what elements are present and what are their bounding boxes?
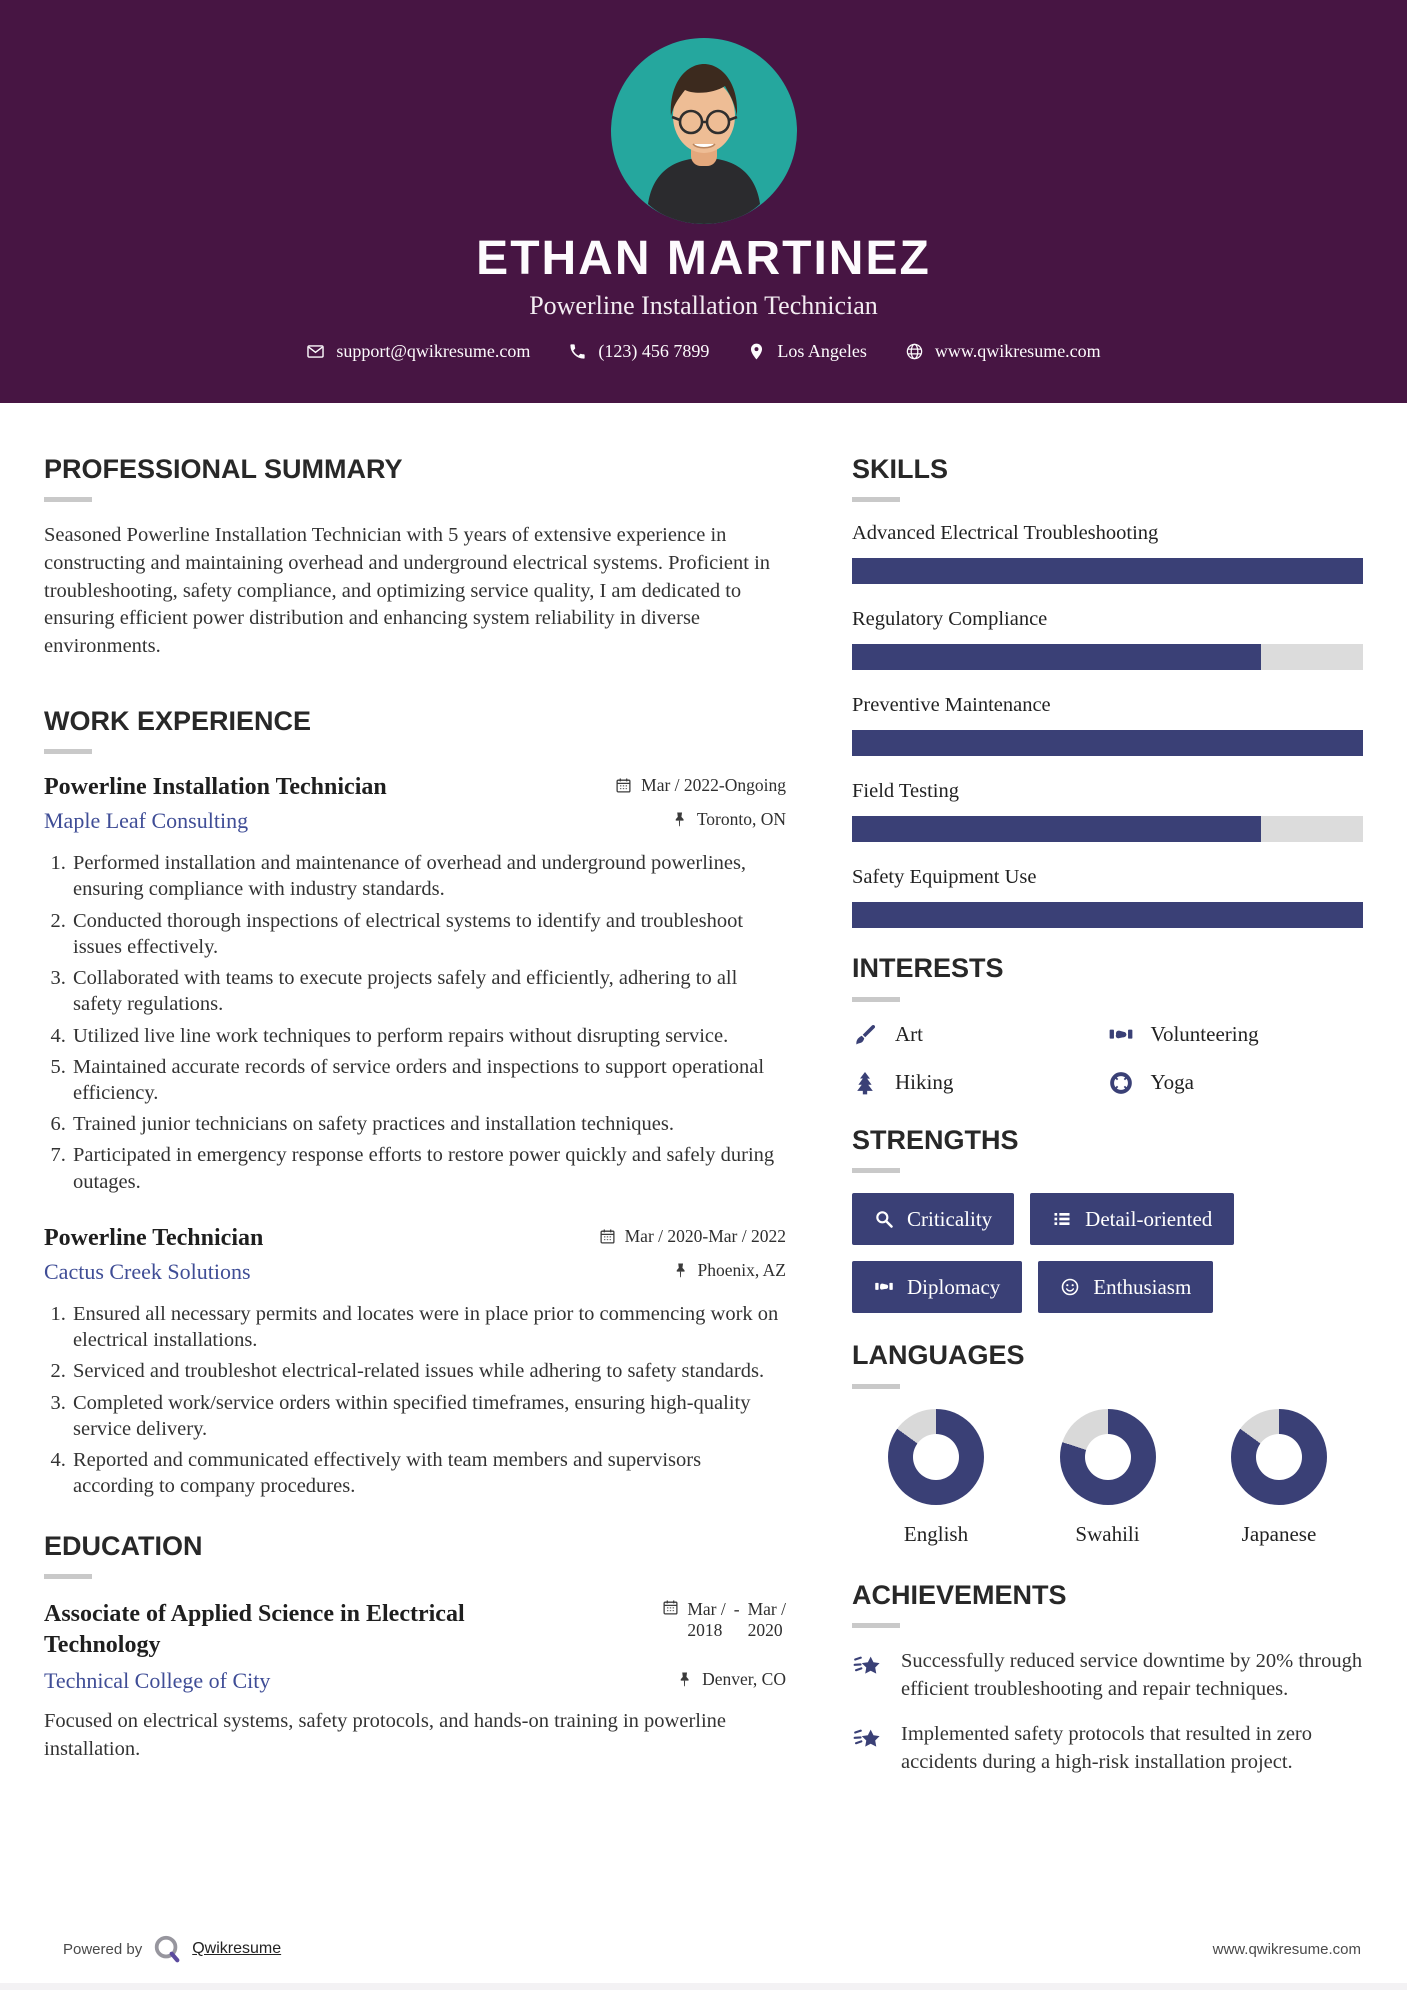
interest-item — [852, 1022, 1108, 1048]
summary-text: Seasoned Powerline Installation Technician with 5 years of extensive experience in constructing and maintaining overhead and underground electrical systems. Proficient in troubleshooting, safety compliance, and optimizing service quality, I am dedicated to ensuring efficient power distribution and enhancing system reliability in diverse environments. — [44, 524, 771, 658]
contact-item-1 — [306, 341, 530, 362]
skill-name: Advanced Electrical Troubleshooting — [852, 522, 1159, 545]
heading-rule — [852, 1168, 900, 1173]
skill-name: Field Testing — [852, 780, 959, 803]
lifebuoy-icon — [1108, 1070, 1134, 1096]
magnifier-icon — [874, 1209, 894, 1229]
language-item — [866, 1409, 1006, 1547]
globe-icon — [905, 342, 924, 361]
job-entry — [44, 774, 786, 1195]
education-entry-header — [44, 1599, 786, 1660]
languages-section — [852, 1339, 1363, 1546]
handshake-icon — [1108, 1022, 1134, 1048]
profile-photo — [611, 38, 797, 224]
interest-item — [1108, 1070, 1364, 1096]
job-location-text: Toronto, ON — [696, 809, 786, 830]
education-location-text: Denver, CO — [702, 1669, 786, 1690]
skills-list — [852, 522, 1363, 928]
star-icon — [852, 1651, 884, 1683]
strengths-grid — [852, 1193, 1363, 1313]
skill-bar-fill — [852, 816, 1261, 842]
contact-row — [0, 341, 1407, 362]
education-school: Technical College of City — [44, 1668, 271, 1694]
job-dates — [599, 1226, 786, 1247]
work-experience-heading: WORK EXPERIENCE — [44, 705, 312, 736]
job-bullet: 2. Conducted thorough inspections of electrical systems to identify and troubleshoot issues effectively. — [71, 908, 786, 960]
education-date-start-year: 2018 — [687, 1619, 723, 1640]
job-entry-header — [44, 1225, 786, 1252]
paintbrush-icon — [852, 1022, 878, 1048]
contact-item-3 — [747, 341, 867, 362]
language-name: English — [903, 1521, 969, 1546]
skill-item — [852, 866, 1363, 928]
job-bullet-list — [44, 850, 786, 1195]
heading-rule — [44, 749, 92, 754]
heading-rule — [852, 1623, 900, 1628]
skills-section — [852, 453, 1363, 928]
job-entry-header — [44, 774, 786, 801]
summary-heading: PROFESSIONAL SUMMARY — [44, 454, 403, 484]
contact-text: support@qwikresume.com — [336, 341, 531, 362]
strength-badge — [852, 1193, 1014, 1245]
education-section — [44, 1530, 786, 1764]
job-bullet: 3. Completed work/service orders within specified timeframes, ensuring high-quality service delivery. — [71, 1390, 786, 1442]
skill-name: Safety Equipment Use — [852, 866, 1037, 889]
language-donut — [888, 1409, 984, 1505]
achievement-text: Implemented safety protocols that resulted in zero accidents during a high-risk installation project. — [901, 1723, 1313, 1773]
job-list — [44, 774, 786, 1499]
contact-text: (123) 456 7899 — [598, 341, 710, 362]
strength-badge — [1038, 1261, 1213, 1313]
strength-badge — [852, 1261, 1022, 1313]
calendar-icon — [615, 777, 632, 794]
job-dates-text: Mar / 2022-Ongoing — [641, 775, 786, 796]
job-bullet: 2. Serviced and troubleshot electrical-related issues while adhering to safety standards. — [71, 1358, 786, 1384]
education-dates — [662, 1599, 786, 1660]
interest-label: Volunteering — [1150, 1022, 1259, 1047]
education-date-start — [687, 1599, 725, 1641]
language-donut — [1060, 1409, 1156, 1505]
achievements-heading: ACHIEVEMENTS — [852, 1579, 1067, 1610]
heading-rule — [852, 1384, 900, 1389]
interest-label: Hiking — [895, 1070, 954, 1095]
footer-website: www.qwikresume.com — [1212, 1940, 1361, 1958]
heading-rule — [44, 497, 92, 502]
interests-section — [852, 952, 1363, 1095]
job-bullet: 6. Trained junior technicians on safety practices and installation techniques. — [71, 1111, 786, 1137]
smiley-icon — [1060, 1277, 1080, 1297]
right-column — [852, 403, 1363, 1795]
achievements-list — [852, 1648, 1363, 1777]
education-date-end — [748, 1599, 786, 1641]
summary-section — [44, 453, 786, 661]
tree-icon — [852, 1070, 878, 1096]
education-heading: EDUCATION — [44, 1530, 203, 1561]
job-entry-subheader — [44, 808, 786, 834]
interest-item — [852, 1070, 1108, 1096]
job-entry-subheader — [44, 1259, 786, 1285]
job-location-text: Phoenix, AZ — [697, 1259, 786, 1280]
powered-by-label: Powered by — [63, 1940, 143, 1958]
skills-heading: SKILLS — [852, 454, 949, 484]
avatar-illustration — [611, 38, 797, 224]
candidate-name: ETHAN MARTINEZ — [476, 232, 931, 285]
heading-rule — [44, 1574, 92, 1579]
skill-bar-fill — [852, 902, 1363, 928]
language-item — [1038, 1409, 1178, 1547]
star-icon — [852, 1724, 884, 1756]
skill-bar-track — [852, 902, 1363, 928]
interest-label: Art — [895, 1022, 923, 1047]
heading-rule — [852, 997, 900, 1002]
handshake-icon — [874, 1277, 894, 1297]
job-location — [672, 1260, 786, 1281]
language-item — [1209, 1409, 1349, 1547]
education-location — [676, 1669, 786, 1690]
qwikresume-link[interactable]: Qwikresume — [192, 1940, 282, 1957]
pushpin-icon — [672, 1262, 689, 1279]
contact-text: Los Angeles — [777, 341, 867, 362]
contact-item-2 — [568, 341, 709, 362]
skill-bar-fill — [852, 730, 1363, 756]
interests-heading: INTERESTS — [852, 953, 1004, 984]
strength-badge — [1030, 1193, 1234, 1245]
achievement-text: Successfully reduced service downtime by 20% through efficient troubleshooting and repair techniques. — [901, 1649, 1363, 1700]
bottom-strip — [0, 1983, 1407, 1990]
header-banner — [0, 0, 1407, 403]
skill-item — [852, 694, 1363, 756]
education-degree: Associate of Applied Science in Electrical Technology — [44, 1600, 465, 1658]
job-bullet: 3. Collaborated with teams to execute projects safely and efficiently, adhering to all safety regulations. — [71, 965, 786, 1017]
achievement-item — [852, 1721, 1363, 1776]
strengths-section — [852, 1124, 1363, 1313]
job-dates-text: Mar / 2020-Mar / 2022 — [624, 1225, 786, 1246]
interests-grid — [852, 1022, 1363, 1096]
education-entry-subheader — [44, 1668, 786, 1694]
achievements-section — [852, 1579, 1363, 1777]
language-name: Japanese — [1241, 1521, 1317, 1546]
job-bullet: 1. Ensured all necessary permits and locates were in place prior to commencing work on electrical installations. — [71, 1301, 786, 1353]
skill-item — [852, 608, 1363, 670]
job-title: Powerline Technician — [44, 1224, 264, 1251]
work-experience-section — [44, 705, 786, 1500]
education-date-start-month: Mar / — [687, 1598, 726, 1619]
job-entry — [44, 1225, 786, 1500]
candidate-title: Powerline Installation Technician — [529, 291, 878, 321]
footer-brand-group — [63, 1934, 281, 1964]
job-company: Maple Leaf Consulting — [44, 808, 249, 834]
skill-bar-fill — [852, 558, 1363, 584]
calendar-icon — [662, 1599, 679, 1616]
contact-item-4 — [905, 341, 1101, 362]
footer — [63, 1934, 1361, 1964]
languages-row — [852, 1409, 1363, 1547]
education-date-end-month: Mar / — [747, 1598, 786, 1619]
job-bullet: 4. Reported and communicated effectively with team members and supervisors according to company procedures. — [71, 1447, 786, 1499]
skill-bar-fill — [852, 644, 1261, 670]
skill-bar-track — [852, 730, 1363, 756]
job-location — [671, 809, 786, 830]
strength-label: Detail-oriented — [1085, 1206, 1213, 1231]
skill-name: Regulatory Compliance — [852, 608, 1048, 631]
location-icon — [747, 342, 766, 361]
job-company: Cactus Creek Solutions — [44, 1258, 251, 1284]
skill-bar-track — [852, 644, 1363, 670]
interest-label: Yoga — [1150, 1070, 1194, 1095]
languages-heading: LANGUAGES — [852, 1340, 1025, 1371]
strengths-heading: STRENGTHS — [852, 1124, 1019, 1155]
content-columns — [0, 403, 1407, 1795]
education-description: Focused on electrical systems, safety protocols, and hands-on training in powerline installation. — [44, 1710, 727, 1761]
list-icon — [1052, 1209, 1072, 1229]
pushpin-icon — [671, 811, 688, 828]
job-title: Powerline Installation Technician — [44, 774, 387, 801]
achievement-item — [852, 1648, 1363, 1703]
skill-item — [852, 780, 1363, 842]
education-date-separator: - — [733, 1598, 740, 1619]
pushpin-icon — [676, 1671, 693, 1688]
strength-label: Criticality — [907, 1206, 993, 1231]
skill-item — [852, 522, 1363, 584]
language-donut — [1231, 1409, 1327, 1505]
heading-rule — [852, 497, 900, 502]
qwikresume-logo-icon — [152, 1934, 182, 1964]
email-icon — [306, 342, 325, 361]
left-column — [44, 403, 786, 1795]
job-bullet: 1. Performed installation and maintenance of overhead and underground powerlines, ensuring compliance with industry standards. — [71, 850, 786, 902]
job-bullet: 4. Utilized live line work techniques to perform repairs without disrupting service. — [71, 1023, 786, 1049]
job-bullet: 7. Participated in emergency response efforts to restore power quickly and safely during outages. — [71, 1142, 786, 1194]
skill-bar-track — [852, 816, 1363, 842]
strength-label: Diplomacy — [907, 1274, 1001, 1299]
strength-label: Enthusiasm — [1093, 1274, 1192, 1299]
calendar-icon — [599, 1228, 616, 1245]
job-bullet-list — [44, 1301, 786, 1500]
skill-bar-track — [852, 558, 1363, 584]
contact-text: www.qwikresume.com — [934, 341, 1101, 362]
job-dates — [615, 775, 786, 796]
interest-item — [1108, 1022, 1364, 1048]
phone-icon — [568, 342, 587, 361]
education-date-end-year: 2020 — [747, 1619, 783, 1640]
job-bullet: 5. Maintained accurate records of service orders and inspections to support operational efficiency. — [71, 1054, 786, 1106]
skill-name: Preventive Maintenance — [852, 694, 1051, 717]
language-name: Swahili — [1075, 1521, 1140, 1546]
